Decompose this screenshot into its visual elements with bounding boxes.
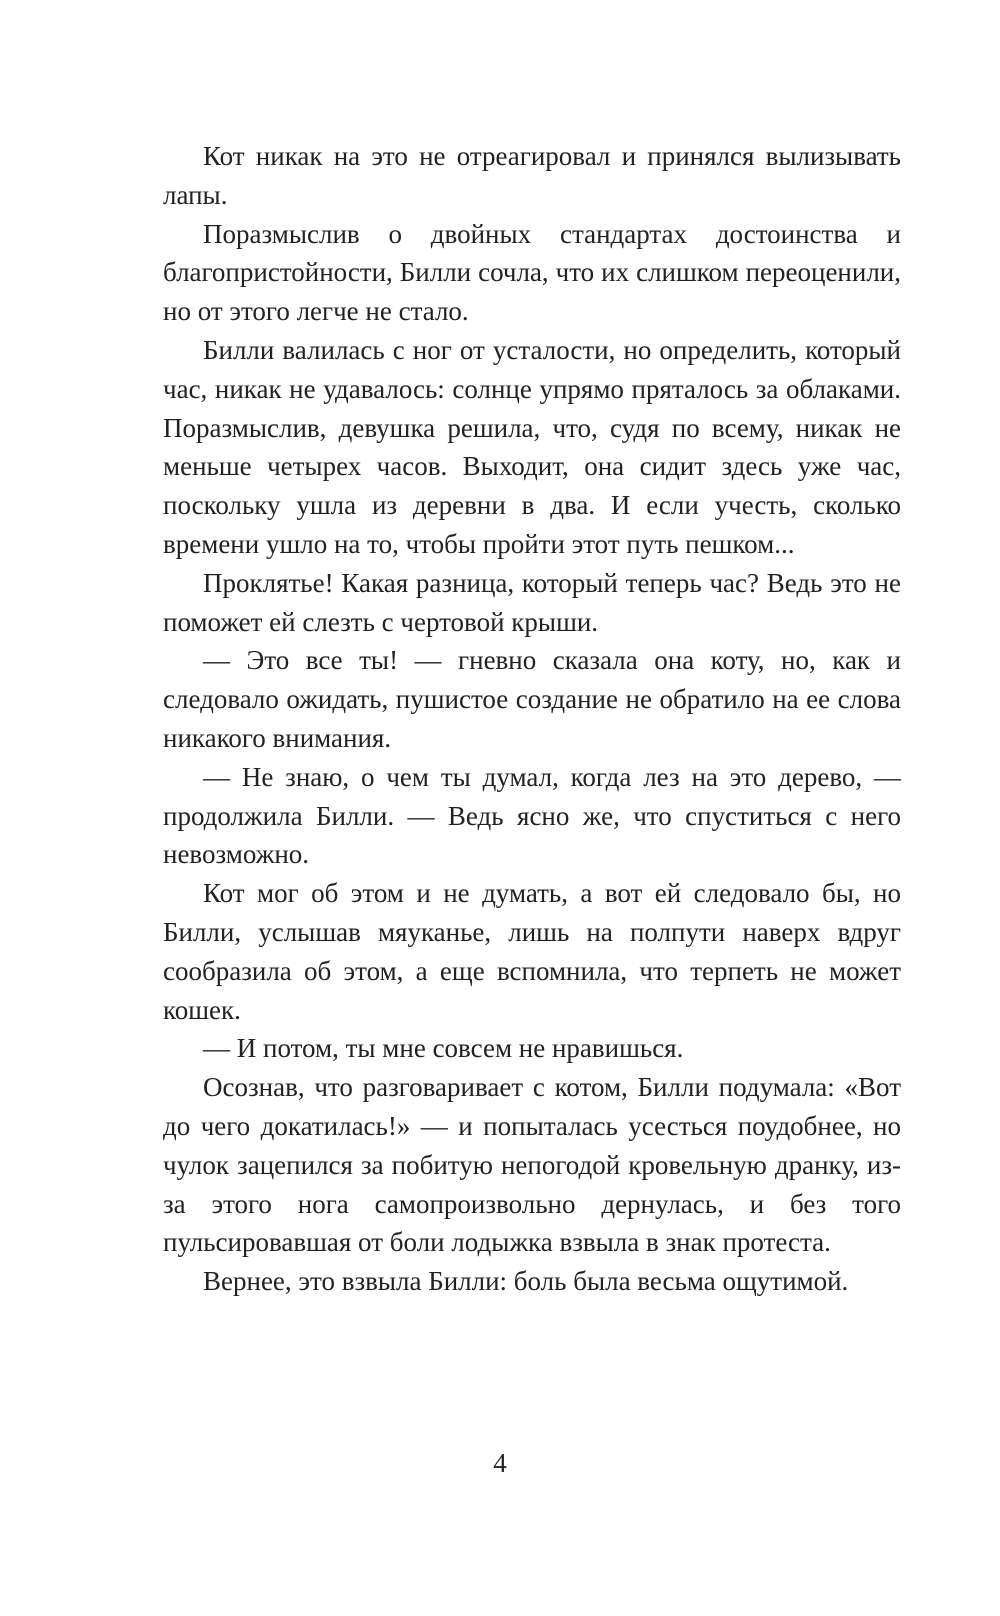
page-number: 4 xyxy=(493,1448,507,1478)
paragraph-1: Кот никак на это не отреагировал и принялся вылизывать лапы. xyxy=(163,141,901,210)
body-text xyxy=(163,137,901,1301)
paragraph-3: Билли валилась с ног от усталости, но определить, который час, никак не удавалось: солнце упрямо пряталось за облаками. Поразмыслив, девушка решила, что, судя по всему, никак не меньше четырех часов. Выходит, она сидит здесь уже час, поскольку ушла из деревни в два. И если учесть, сколько времени ушло на то, чтобы пройти этот путь пешком... xyxy=(163,334,901,559)
paragraph-5: — Это все ты! — гневно сказала она коту, но, как и следовало ожидать, пушистое создание не обратило на ее слова никакого внимания. xyxy=(163,645,901,753)
paragraph-9: Осознав, что разговаривает с котом, Билли подумала: «Вот до чего докатилась!» — и попыталась усесться поудобнее, но чулок зацепился за побитую непогодой кровельную дранку, из-за этого нога самопроизвольно дернулась, и без того пульсировавшая от боли лодыжка взвыла в знак протеста. xyxy=(163,1072,901,1258)
paragraph-7: Кот мог об этом и не думать, а вот ей следовало бы, но Билли, услышав мяуканье, лишь на полпути наверх вдруг сообразила об этом, а еще вспомнила, что терпеть не может кошек. xyxy=(163,878,901,1025)
paragraph-10: Вернее, это взвыла Билли: боль была весьма ощутимой. xyxy=(203,1266,849,1297)
paragraph-6: — Не знаю, о чем ты думал, когда лез на это дерево, — продолжила Билли. — Ведь ясно же, что спуститься с него невозможно. xyxy=(163,761,901,870)
paragraph-2: Поразмыслив о двойных стандартах достоинства и благопристойности, Билли сочла, что их слишком переоценили, но от этого легче не стало. xyxy=(163,218,901,327)
paragraph-4: Проклятье! Какая разница, который теперь час? Ведь это не поможет ей слезть с чертовой крыши. xyxy=(163,567,901,637)
paragraph-8: — И потом, ты мне совсем не нравишься. xyxy=(203,1033,684,1064)
